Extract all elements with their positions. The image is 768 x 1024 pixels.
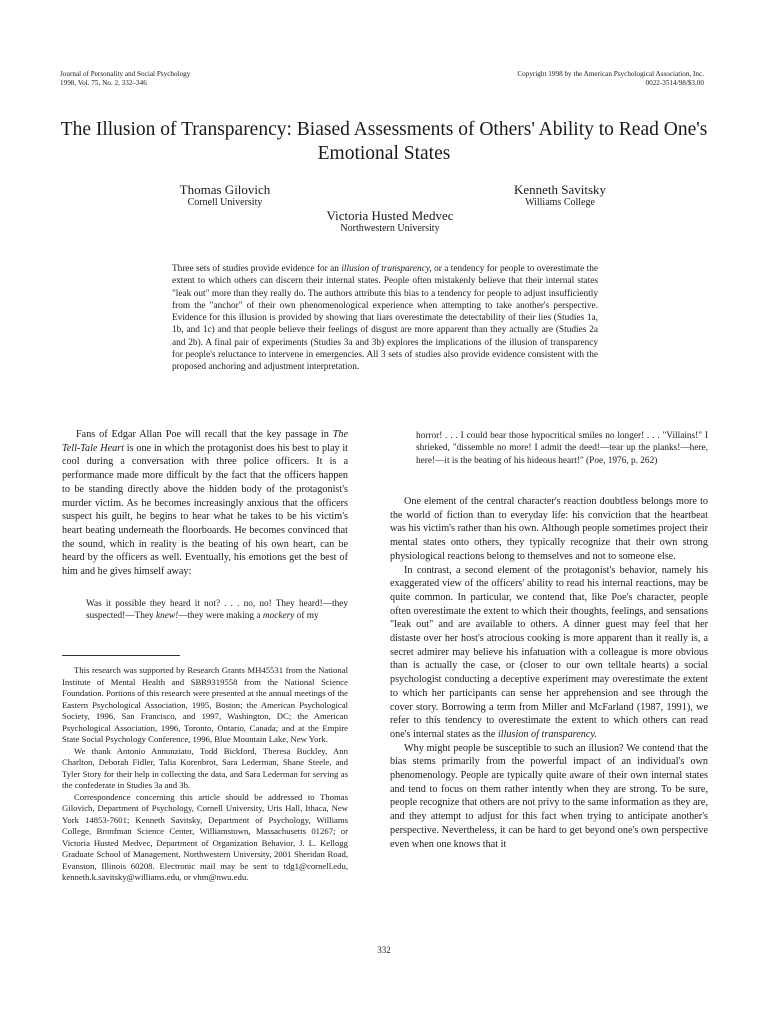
author-affiliation: Williams College (525, 197, 595, 208)
author-affiliation: Cornell University (187, 197, 263, 208)
page-number: 332 (377, 945, 391, 955)
poe-quote-continued: horror! . . . I could bear those hypocritical smiles no longer! . . . "Villains!" I shrieked, "dissemble no more! I admit the deed!—tear up the planks!—here, here!—it is the beating of his hideous heart!" (Poe, 1976, p. 262) (416, 431, 708, 466)
intro-paragraph (62, 428, 348, 579)
author-medvec (290, 208, 490, 235)
author-name: Victoria Husted Medvec (326, 208, 454, 223)
body-paragraph: Why might people be susceptible to such an illusion? We contend that the bias stems primarily from the powerful impact of an individual's own phenomenology. People are typically quite aware of their own internal states and tend to focus on them rather intently when they are strong. To be sure, people recognize that others are not privy to the same information as they are, and they attempt to adjust for this fact when trying to anticipate another's perspective. Nevertheless, it can be hard to get beyond one's own perspective even when one knows that it (390, 742, 708, 850)
intro-text-rest: is one in which the protagonist does his best to play it cool during a conversation with three police officers. It is a performance made more difficult by the fact that the officers happen to be standing directly above the hidden body of the protagonist's murder victim. As he becomes increasingly anxious that the officers suspect his guilt, he begins to hear what he takes to be his victim's heart beating underneath the floorboards. He becomes convinced that the sound, which in reality is the beating of his own heart, can be heard by the officers as well. Eventually, his emotions get the best of him and he gives himself away: (62, 442, 348, 578)
quote-text-c: of my (294, 611, 319, 622)
author-note (62, 665, 348, 884)
funding-note: This research was supported by Research Grants MH45531 from the National Institute of Mental Health and SBR9319558 from the National Science Foundation. Portions of this research were presented at the annual meetings of the Eastern Psychological Association, 1995, Boston; the American Psychological Society, 1996, San Francisco, and 1997, Washington, DC; the American Psychological Association, 1996, Toronto, Ontario, Canada; and at the Empire State Social Psychology Conference, 1996, Blue Mountain Lake, New York. (62, 665, 348, 744)
author-affiliation: Northwestern University (340, 223, 440, 234)
author-name: Thomas Gilovich (179, 182, 271, 197)
body-column-left (62, 428, 348, 579)
abstract (172, 263, 598, 374)
quote-text-b: —they were making a (178, 611, 263, 622)
quote-emphasis-knew: knew! (155, 611, 179, 622)
intro-text-start: Fans of Edgar Allan Poe will recall that the key passage in (76, 429, 333, 440)
body-paragraph (390, 564, 708, 742)
acknowledgements-note: We thank Antonio Annunziato, Todd Bickford, Theresa Buckley, Ann Charlton, Deborah Fidler, Talia Korenbrot, Sara Lederman, Shane Steele, and Tyler Story for their help in collecting the data, and Sara Lederman for serving as the confederate in Studies 3a and 3b. (62, 745, 348, 790)
journal-name: Journal of Personality and Social Psychology (60, 70, 191, 78)
term-emphasis: illusion of transparency. (497, 728, 597, 740)
correspondence-note: Correspondence concerning this article should be addressed to Thomas Gilovich, Department of Psychology, Cornell University, Uris Hall, Ithaca, New York 14853-7601; Kenneth Savitsky, Department of Psychology, Williams College, Bronfman Science Center, Williamstown, Massachusetts 01267; or Victoria Husted Medvec, Department of Organization Behavior, J. L. Kellogg Graduate School of Management, Northwestern University, 2001 Sheridan Road, Evanston, Illinois 60208. Electronic mail may be sent to tdg1@cornell.edu, kenneth.k.savitsky@williams.edu, or vhm@nwu.edu. (62, 791, 348, 882)
abstract-text-rest: or a tendency for people to overestimate the extent to which others can discern their internal states. People often mistakenly believe that their internal states "leak out" more than they really do. The authors attribute this bias to a tendency for people to adjust insufficiently from the "anchor" of their own phenomenological experience when attempting to take another's perspective. Evidence for this illusion is provided by showing that liars overestimate the detectability of their lies (Studies 1a, 1b, and 1c) and that people believe their feelings of disgust are more apparent than they actually are (Studies 2a and 2b). A final pair of experiments (Studies 3a and 3b) explores the implications of the illusion of transparency for people's reluctance to intervene in emergencies. All 3 sets of studies also provide evidence consistent with the proposed anchoring and adjustment interpretation. (172, 264, 598, 373)
copyright-notice (517, 70, 704, 87)
journal-volume: 1998, Vol. 75, No. 2, 332–346 (60, 78, 147, 87)
footnote-divider (62, 655, 180, 656)
journal-citation (60, 70, 190, 87)
quote-text-a: Was it possible they heard it not? . . . no, no! They heard!—they suspected!—They (86, 599, 348, 622)
author-name: Kenneth Savitsky (513, 182, 607, 197)
article-title: The Illusion of Transparency: Biased Assessments of Others' Ability to Read One's Emotional States (60, 119, 708, 164)
issn-code: 0022-3514/98/$3.00 (645, 78, 704, 87)
abstract-text-start: Three sets of studies provide evidence for an (172, 264, 342, 274)
poe-quote-start (86, 598, 348, 623)
abstract-emphasis: illusion of transparency, (341, 264, 432, 274)
body-column-right (390, 495, 708, 851)
story-title: The Tell-Tale Heart (62, 429, 348, 454)
body-paragraph: One element of the central character's reaction doubtless belongs more to the world of fiction than to everyday life: his conviction that the heartbeat was his victim's rather than his own. Although people sometimes project their mental states onto others, they typically recognize that their own strong physiological reactions belong to themselves and not to someone else. (390, 496, 708, 562)
author-savitsky (470, 182, 650, 209)
paragraph-text: In contrast, a second element of the protagonist's behavior, namely his exaggerated view of the officers' ability to read his internal reactions, may be quite common. In particular, we contend that, like Poe's character, people often overestimate the extent to which their thoughts, feelings, and sensations "leak out" and are available to others. A dinner guest may feel that her distaste over her host's atrocious cooking is more apparent than it really is, a secret admirer may believe his infatuation with a colleague is more obvious than is actually the case, or (closer to our own telltale hearts) a social psychologist conducting a deceptive experiment may overestimate the extent to which her participants can sense her apprehension and see through the cover story. Borrowing a term from Miller and McFarland (1987, 1991), we refer to this tendency to overestimate the extent to which others can read one's internal states as the (390, 564, 708, 740)
author-gilovich (155, 182, 295, 209)
copyright-text: Copyright 1998 by the American Psychological Association, Inc. (517, 70, 704, 78)
quote-emphasis-mockery: mockery (262, 611, 295, 622)
